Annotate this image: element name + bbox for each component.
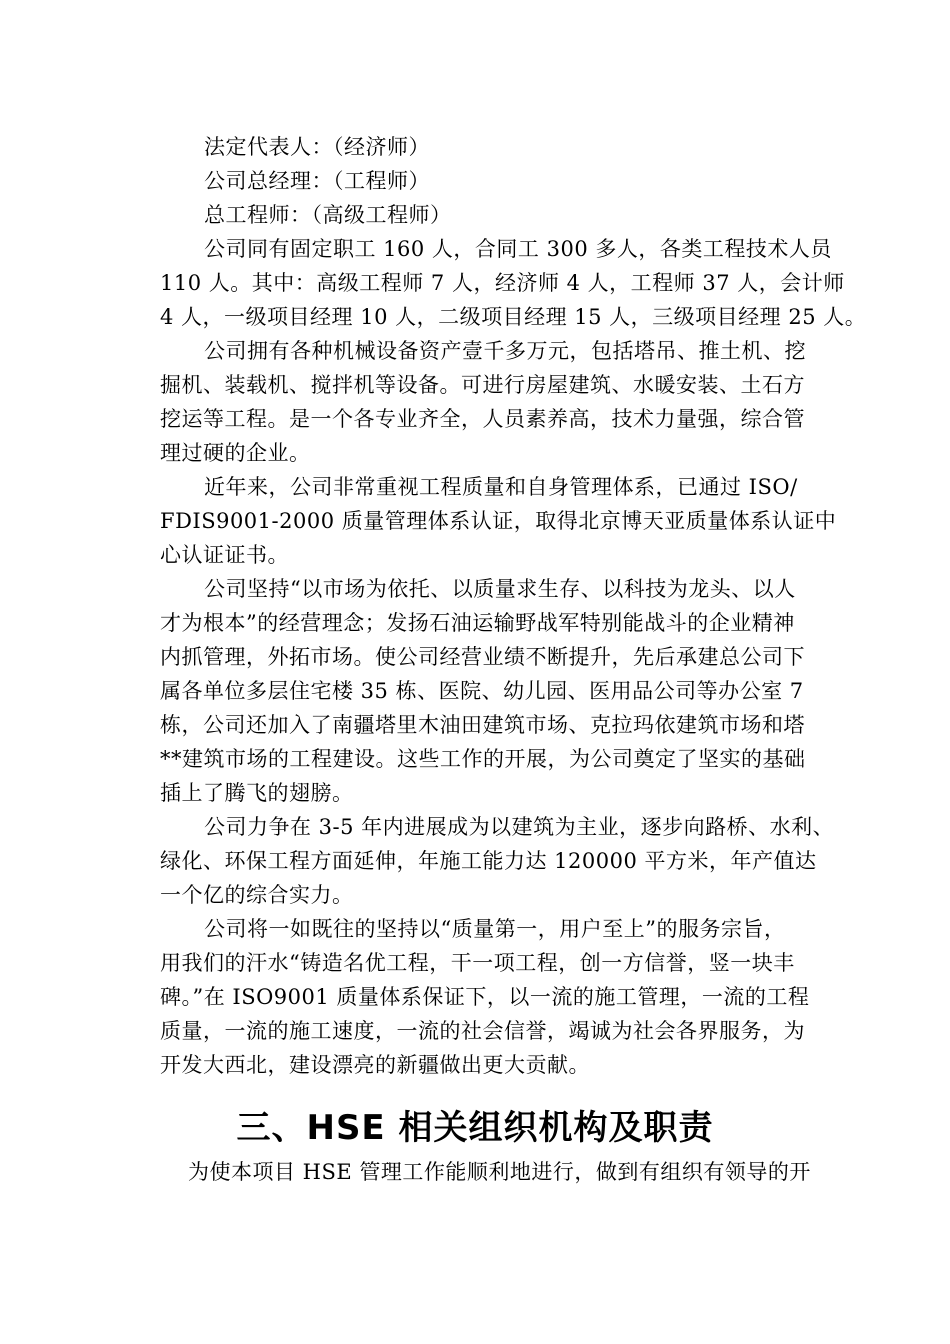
text-line: 掘机、装载机、搅拌机等设备。可进行房屋建筑、水暖安装、土石方 [160,373,805,397]
text-line: 内抓管理，外拓市场。使公司经营业绩不断提升，先后承建总公司下 [160,645,805,669]
text-line: 公司总经理：（工程师） [204,169,430,193]
text-line: 心认证证书。 [160,543,289,567]
text-line: 碑。”在 ISO9001 质量体系保证下，以一流的施工管理，一流的工程 [160,985,810,1009]
closing-text-line: 为使本项目 HSE 管理工作能顺利地进行，做到有组织有领导的开 [188,1160,811,1184]
text-line: 挖运等工程。是一个各专业齐全，人员素养高，技术力量强，综合管 [160,407,805,431]
text-line: 110 人。其中：高级工程师 7 人，经济师 4 人，工程师 37 人，会计师 [160,271,845,295]
text-line: 用我们的汗水“铸造名优工程，干一项工程，创一方信誉，竖一块丰 [160,951,795,975]
text-line: 公司将一如既往的坚持以“质量第一，用户至上”的服务宗旨， [204,917,786,941]
text-line: **建筑市场的工程建设。这些工作的开展，为公司奠定了坚实的基础 [160,747,806,771]
text-line: 质量，一流的施工速度，一流的社会信誉，竭诚为社会各界服务，为 [160,1019,805,1043]
text-line: 4 人，一级项目经理 10 人，二级项目经理 15 人，三级项目经理 25 人。 [160,305,867,329]
text-line: 栋，公司还加入了南疆塔里木油田建筑市场、克拉玛依建筑市场和塔 [160,713,805,737]
text-line: 理过硬的企业。 [160,441,311,465]
body-text [160,130,867,1082]
text-line: 总工程师：（高级工程师） [204,203,452,227]
text-line: 公司拥有各种机械设备资产壹千多万元，包括塔吊、推土机、挖 [204,339,806,363]
text-line: 近年来，公司非常重视工程质量和自身管理体系，已通过 ISO/ [204,475,798,499]
section-heading: 三、HSE 相关组织机构及职责 [236,1108,714,1148]
text-line: 公司坚持“以市场为依托、以质量求生存、以科技为龙头、以人 [204,577,796,601]
text-line: 公司力争在 3-5 年内进展成为以建筑为主业，逐步向路桥、水利、 [204,815,835,839]
text-line: 一个亿的综合实力。 [160,883,354,907]
text-line: 属各单位多层住宅楼 35 栋、医院、幼儿园、医用品公司等办公室 7 [160,679,804,703]
text-line: FDIS9001-2000 质量管理体系认证，取得北京博天亚质量体系认证中 [160,509,837,533]
text-line: 公司同有固定职工 160 人，合同工 300 多人，各类工程技术人员 [204,237,832,261]
text-line: 才为根本”的经营理念；发扬石油运输野战军特别能战斗的企业精神 [160,611,795,635]
text-line: 法定代表人：（经济师） [204,135,430,159]
text-line: 绿化、环保工程方面延伸，年施工能力达 120000 平方米，年产值达 [160,849,817,873]
text-line: 插上了腾飞的翅膀。 [160,781,354,805]
text-line: 开发大西北，建设漂亮的新疆做出更大贡献。 [160,1053,590,1077]
